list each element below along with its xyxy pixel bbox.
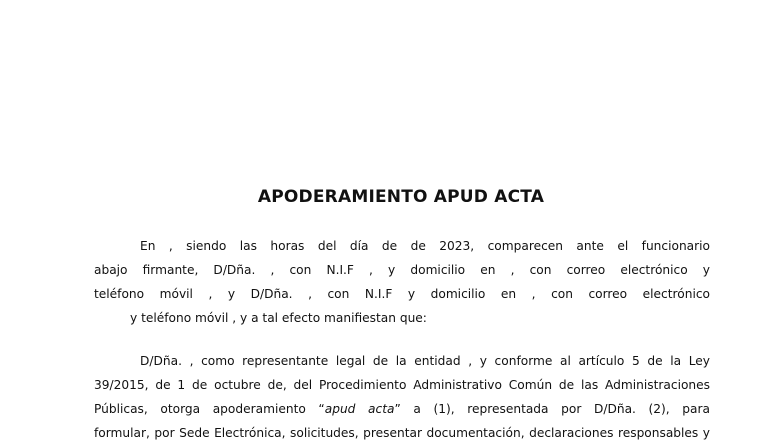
paragraph-2-line-2: 39/2015, de 1 de octubre de, del Procedimiento Administrativo Común de las Administraciones [94,378,710,392]
paragraph-2-line-3-text-after: ” a (1), representada por D/Dña. (2), para [394,402,710,416]
paragraph-1-line-3: teléfono móvil , y D/Dña. , con N.I.F y domicilio en , con correo electrónico [94,287,710,301]
paragraph-2-line-1: D/Dña. , como representante legal de la entidad , y conforme al artículo 5 de la Ley [140,354,710,368]
document-title: APODERAMIENTO APUD ACTA [257,187,545,207]
apud-acta-italic: apud acta [324,402,395,416]
paragraph-1-line-4: y teléfono móvil , y a tal efecto manifiestan que: [130,311,427,325]
paragraph-2-line-3-text-before: Públicas, otorga apoderamiento “ [94,402,325,416]
paragraph-1-line-2: abajo firmante, D/Dña. , con N.I.F , y domicilio en , con correo electrónico y [94,263,710,277]
paragraph-1-line-1: En , siendo las horas del día de de 2023, comparecen ante el funcionario [140,239,710,253]
paragraph-2-line-4: formular, por Sede Electrónica, solicitudes, presentar documentación, declaraciones responsables y [94,426,710,440]
paragraph-2-line-3 [94,401,710,417]
